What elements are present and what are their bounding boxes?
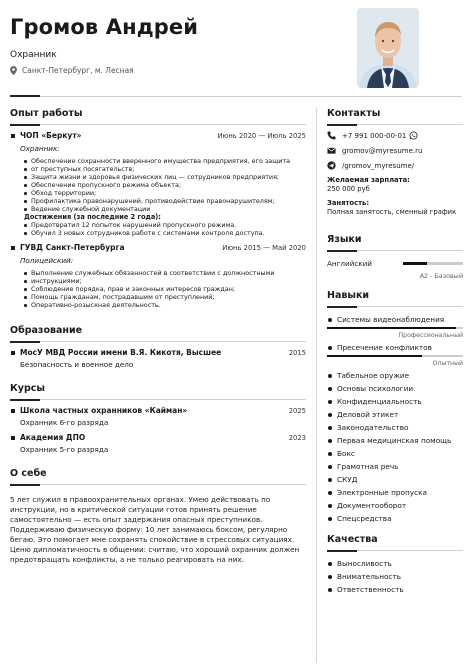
duty-item: Выполнение служебных обязанностей в соответствии с должностными [24, 269, 306, 277]
achievement-item: Обучил 3 новых сотрудников работе с системами контроля доступа. [24, 229, 306, 237]
job-bullet [11, 134, 15, 138]
phone-number[interactable]: +7 991 000-00-01 [342, 131, 407, 140]
quality-item: Ответственность [327, 583, 463, 596]
skill-name: Пресечение конфликтов [327, 341, 463, 354]
course-year: 2023 [288, 434, 306, 442]
language-level-bar [403, 262, 463, 265]
person-name: Громов Андрей [10, 15, 199, 39]
language-level: A2 - Базовый [419, 272, 463, 280]
skill-level: Профессиональный [398, 332, 463, 339]
whatsapp-icon[interactable] [409, 131, 418, 140]
job-company: ЧОП «Беркут» [20, 131, 82, 140]
skill-item: Первая медицинская помощь [327, 434, 463, 447]
skill-level-bar [327, 355, 463, 357]
course-qualification: Охранник 5-го разряда [20, 445, 109, 454]
skill-level-bar [327, 327, 463, 329]
qualities-title: Качества [327, 534, 378, 545]
salary-label: Желаемая зарплата: [327, 176, 410, 184]
duty-item: Соблюдение порядка, прав и законных интересов граждан; [24, 285, 306, 293]
telegram-row [327, 161, 463, 170]
location-text: Санкт-Петербург, м. Лесная [22, 66, 134, 75]
duty-item: Профилактика правонарушений, противодействие правонарушителям; [24, 197, 306, 205]
education-name: МосУ МВД России имени В.Я. Кикотя, Высшее [20, 348, 222, 357]
contacts-rule [327, 124, 463, 125]
duty-list [20, 157, 306, 213]
quality-item: Выносливость [327, 557, 463, 570]
profile-photo [357, 8, 419, 88]
telegram-icon [327, 161, 336, 170]
education-specialty: Безопасность и военное дело [20, 360, 134, 369]
skill-item: СКУД [327, 473, 463, 486]
desired-position: Охранник [10, 50, 57, 60]
job-role: Охранник: [20, 144, 60, 153]
about-text: 5 лет служил в правоохранительных органах. Умею действовать по инструкции, но в критической ситуации готов принять решение самостоятельно — есть опыт задержания опасных преступников. Поддерживаю физическую форму: 10 лет занимаюсь боксом, регулярно бегаю. Это помогает мне сохранять спокойствие в стрессовых ситуациях. Ценю дипломатичность в общении: считаю, что хороший охранник должен предотвращать конфликты, а не только реагировать на них. [10, 495, 300, 564]
duty-item: Защита жизни и здоровья физических лиц — сотрудников предприятия; [24, 173, 306, 181]
right-column [327, 108, 463, 596]
course-entry [10, 406, 306, 427]
skill-level-fill [327, 327, 456, 329]
resume-header [10, 14, 350, 75]
course-bullet [11, 436, 15, 440]
job-company: ГУВД Санкт-Петербурга [20, 243, 125, 252]
skill-name: Системы видеонаблюдения [327, 313, 463, 326]
photo-portrait [357, 8, 419, 88]
skill-item: Электронные пропуска [327, 486, 463, 499]
left-column [10, 108, 306, 565]
achievement-item: Предотвратил 12 попыток нарушений пропускного режима. [24, 221, 306, 229]
duty-item: от преступных посягательств; [24, 165, 306, 173]
skill-item: Бокс [327, 447, 463, 460]
skill-item: Основы психологии [327, 382, 463, 395]
languages-rule [327, 250, 463, 251]
course-bullet [11, 409, 15, 413]
location [10, 66, 350, 75]
job-role: Полицейский: [20, 256, 74, 265]
duty-item: Обход территории; [24, 189, 306, 197]
course-entry [10, 433, 306, 454]
skill-item: Документооборот [327, 499, 463, 512]
column-divider [316, 108, 317, 663]
experience-rule [10, 124, 306, 125]
education-rule [10, 341, 306, 342]
duty-list [20, 269, 306, 309]
courses-title: Курсы [10, 383, 45, 394]
salary-value: 250 000 руб [327, 185, 370, 193]
header-divider [10, 96, 462, 97]
skill-level: Опытный [432, 360, 463, 367]
quality-item: Внимательность [327, 570, 463, 583]
duty-item: Оперативно-розыскная деятельность. [24, 301, 306, 309]
education-bullet [11, 351, 15, 355]
languages-title: Языки [327, 234, 362, 245]
skills-title: Навыки [327, 290, 370, 301]
skill-item: Деловой этикет [327, 408, 463, 421]
language-level-fill [403, 262, 427, 265]
achievement-list [20, 221, 306, 237]
contacts-title: Контакты [327, 108, 381, 119]
telegram-handle[interactable]: /gromov_myresume/ [342, 161, 415, 170]
achievements-title: Достижения (за последние 2 года): [24, 213, 161, 221]
mail-icon [327, 146, 336, 155]
rated-skill [327, 313, 463, 339]
phone-row [327, 131, 463, 140]
qualities-list [327, 557, 463, 596]
courses-rule [10, 399, 306, 400]
skill-item: Конфиденциальность [327, 395, 463, 408]
skills-rule [327, 306, 463, 307]
employment-value: Полная занятость, сменный график [327, 208, 457, 216]
duty-item: Ведение служебной документации [24, 205, 306, 213]
course-qualification: Охранник 6-го разряда [20, 418, 109, 427]
about-rule [10, 484, 306, 485]
course-name: Академия ДПО [20, 433, 86, 442]
job-period: Июнь 2020 — Июль 2025 [217, 132, 306, 140]
education-entry [10, 348, 306, 369]
job-bullet [11, 246, 15, 250]
duty-item: Обеспечение пропускного режима объекта; [24, 181, 306, 189]
duty-item: Помощь гражданам, пострадавшим от преступлений; [24, 293, 306, 301]
header-divider-accent [10, 95, 40, 97]
skill-item: Грамотная речь [327, 460, 463, 473]
skill-item: Спецсредства [327, 512, 463, 525]
email-row [327, 146, 463, 155]
education-title: Образование [10, 325, 83, 336]
rated-skill [327, 341, 463, 367]
employment-label: Занятость: [327, 199, 370, 207]
job-entry [10, 243, 306, 309]
skill-item: Законодательство [327, 421, 463, 434]
education-year: 2015 [288, 349, 306, 357]
qualities-rule [327, 550, 463, 551]
language-item [327, 259, 463, 268]
language-name: Английский [327, 259, 372, 268]
course-name: Школа частных охранников «Кайман» [20, 406, 188, 415]
pin-icon [10, 66, 17, 75]
about-title: О себе [10, 468, 47, 479]
duty-item: Обеспечение сохранности вверенного имущества предприятия, его защита [24, 157, 306, 165]
job-entry [10, 131, 306, 237]
skill-item: Табельное оружие [327, 369, 463, 382]
experience-title: Опыт работы [10, 108, 83, 119]
phone-icon [327, 131, 336, 140]
skill-list [327, 369, 463, 525]
job-period: Июнь 2015 — Май 2020 [222, 244, 306, 252]
email-address[interactable]: gromov@myresume.ru [342, 146, 423, 155]
duty-item: инструкциями; [24, 277, 306, 285]
skill-level-fill [327, 355, 422, 357]
course-year: 2025 [288, 407, 306, 415]
